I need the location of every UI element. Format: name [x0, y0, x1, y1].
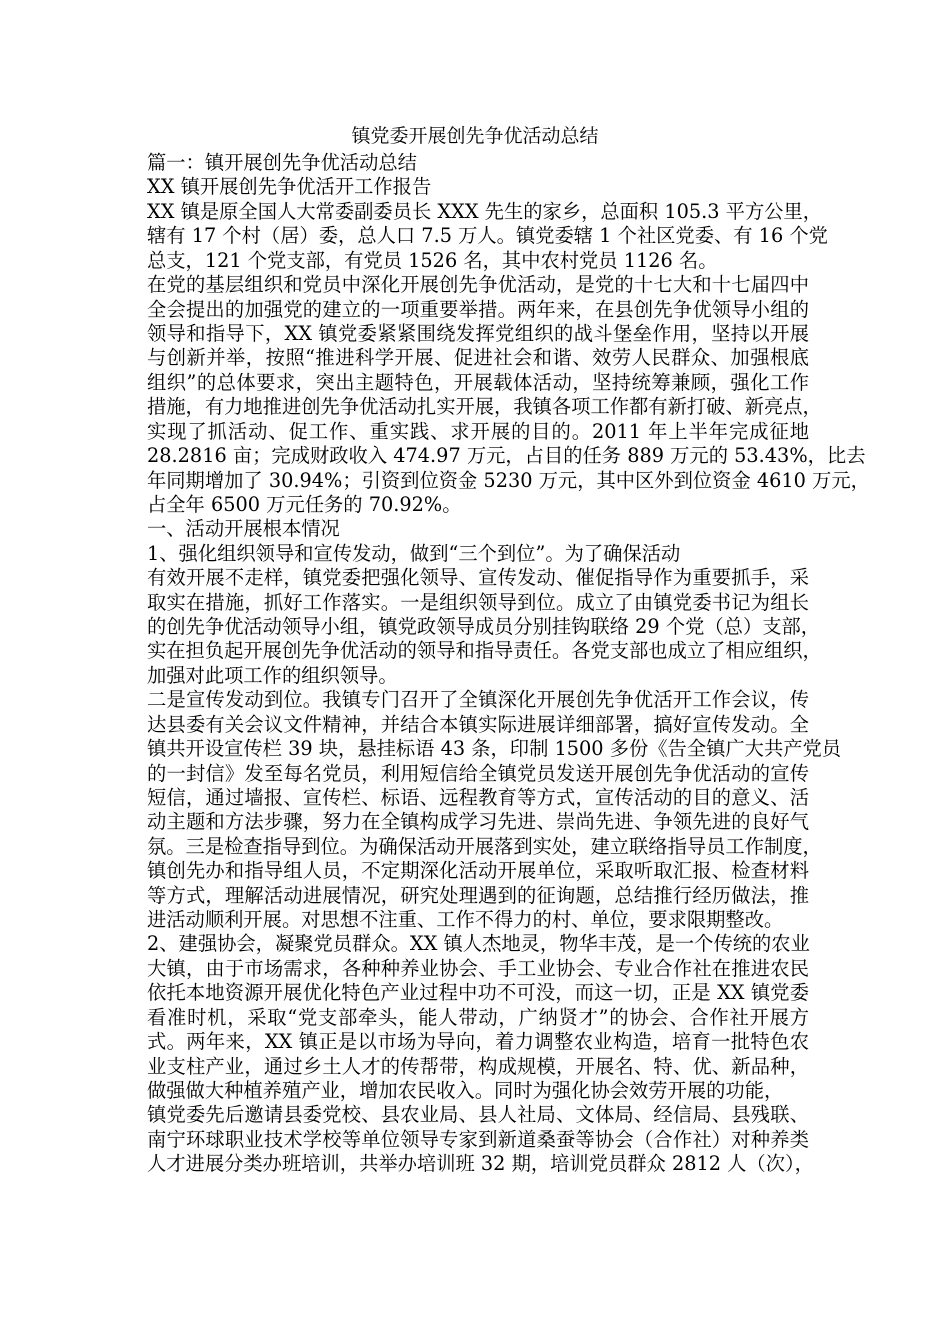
body-line: 镇共开设宣传栏 39 块，悬挂标语 43 条，印制 1500 多份《告全镇广大共产党员 [147, 737, 842, 761]
body-line: 的一封信》发至每名党员，利用短信给全镇党员发送开展创先争优活动的宣传 [147, 761, 809, 785]
body-line: 大镇，由于市场需求，各种种养业协会、手工业协会、专业合作社在推进农民 [147, 956, 809, 980]
body-line: XX 镇是原全国人大常委副委员长 XXX 先生的家乡，总面积 105.3 平方公里， [147, 199, 823, 223]
body-line: 取实在措施，抓好工作落实。一是组织领导到位。成立了由镇党委书记为组长 [147, 590, 809, 614]
body-line: 一、活动开展根本情况 [147, 517, 340, 541]
body-line: 依托本地资源开展优化特色产业过程中功不可没，而这一切，正是 XX 镇党委 [147, 981, 809, 1005]
body-line: 全会提出的加强党的建立的一项重要举措。两年来，在县创先争优领导小组的 [147, 297, 809, 321]
document-title: 镇党委开展创先争优活动总结 [351, 125, 599, 147]
body-line: 辖有 17 个村（居）委，总人口 7.5 万人。镇党委辖 1 个社区党委、有 16 个党 [147, 224, 828, 248]
body-line: 加强对此项工作的组织领导。 [147, 663, 398, 687]
body-line: 总支，121 个党支部，有党员 1526 名，其中农村党员 1126 名。 [147, 248, 718, 272]
body-line: 28.2816 亩；完成财政收入 474.97 万元，占目的任务 889 万元的 53.43%，比去 [147, 444, 866, 467]
body-line: 篇一：镇开展创先争优活动总结 [147, 151, 417, 174]
body-line: 做强做大种植养殖产业，增加农民收入。同时为强化协会效劳开展的功能， [147, 1079, 784, 1102]
body-line: 与创新并举，按照“推进科学开展、促进社会和谐、效劳人民群众、加强根底 [147, 346, 809, 370]
body-line: 年同期增加了 30.94%；引资到位资金 5230 万元，其中区外到位资金 4610 万元， [147, 468, 870, 492]
body-line: 组织”的总体要求，突出主题特色，开展载体活动，坚持统筹兼顾，强化工作 [147, 370, 809, 394]
body-line: 镇党委先后邀请县委党校、县农业局、县人社局、文体局、经信局、县残联、 [147, 1103, 809, 1127]
body-line: 2、建强协会，凝聚党员群众。XX 镇人杰地灵，物华丰茂，是一个传统的农业 [147, 932, 810, 956]
body-line: 实在担负起开展创先争优活动的领导和指导责任。各党支部也成立了相应组织， [147, 639, 822, 663]
body-line: 进活动顺利开展。对思想不注重、工作不得力的村、单位，要求限期整改。 [147, 908, 784, 931]
body-line: 短信，通过墙报、宣传栏、标语、远程教育等方式，宣传活动的目的意义、活 [147, 785, 809, 809]
body-line: 式。两年来，XX 镇正是以市场为导向，着力调整农业构造，培育一批特色农 [147, 1030, 809, 1054]
body-line: 镇创先办和指导组人员，不定期深化活动开展单位，采取听取汇报、检查材料 [147, 859, 809, 883]
body-line: 业支柱产业，通过乡土人才的传帮带，构成规模，开展名、特、优、新品种， [147, 1054, 809, 1078]
body-line: 占全年 6500 万元任务的 70.92%。 [147, 492, 462, 516]
body-line: 达县委有关会议文件精神，并结合本镇实际进展详细部署，搞好宣传发动。全 [147, 712, 809, 736]
body-line: 等方式，理解活动进展情况，研究处理遇到的征询题，总结推行经历做法，推 [147, 883, 809, 907]
body-line: 动主题和方法步骤，努力在全镇构成学习先进、崇尚先进、争领先进的良好气 [147, 810, 809, 834]
body-line: 1、强化组织领导和宣传发动，做到“三个到位”。为了确保活动 [147, 541, 681, 565]
body-line: 的创先争优活动领导小组，镇党政领导成员分别挂钩联络 29 个党（总）支部， [147, 615, 821, 638]
body-line: 措施，有力地推进创先争优活动扎实开展，我镇各项工作都有新打破、新亮点， [147, 395, 822, 419]
body-line: 在党的基层组织和党员中深化开展创先争优活动，是党的十七大和十七届四中 [147, 273, 809, 297]
body-line: 有效开展不走样，镇党委把强化领导、宣传发动、催促指导作为重要抓手，采 [147, 566, 809, 590]
body-line: 南宁环球职业技术学校等单位领导专家到新道桑蚕等协会（合作社）对种养类 [147, 1127, 809, 1151]
body-line: 看准时机，采取“党支部牵头，能人带动，广纳贤才”的协会、合作社开展方 [147, 1005, 809, 1029]
body-line: 实现了抓活动、促工作、重实践、求开展的目的。2011 年上半年完成征地 [147, 419, 809, 443]
body-line: 领导和指导下，XX 镇党委紧紧围绕发挥党组织的战斗堡垒作用，坚持以开展 [147, 321, 809, 345]
body-line: 氛。三是检查指导到位。为确保活动开展落到实处，建立联络指导员工作制度， [147, 834, 822, 858]
body-line: 人才进展分类办班培训，共举办培训班 32 期，培训党员群众 2812 人（次）， [147, 1152, 814, 1176]
body-line: XX 镇开展创先争优活开工作报告 [147, 175, 432, 199]
body-line: 二是宣传发动到位。我镇专门召开了全镇深化开展创先争优活开工作会议，传 [147, 688, 809, 712]
